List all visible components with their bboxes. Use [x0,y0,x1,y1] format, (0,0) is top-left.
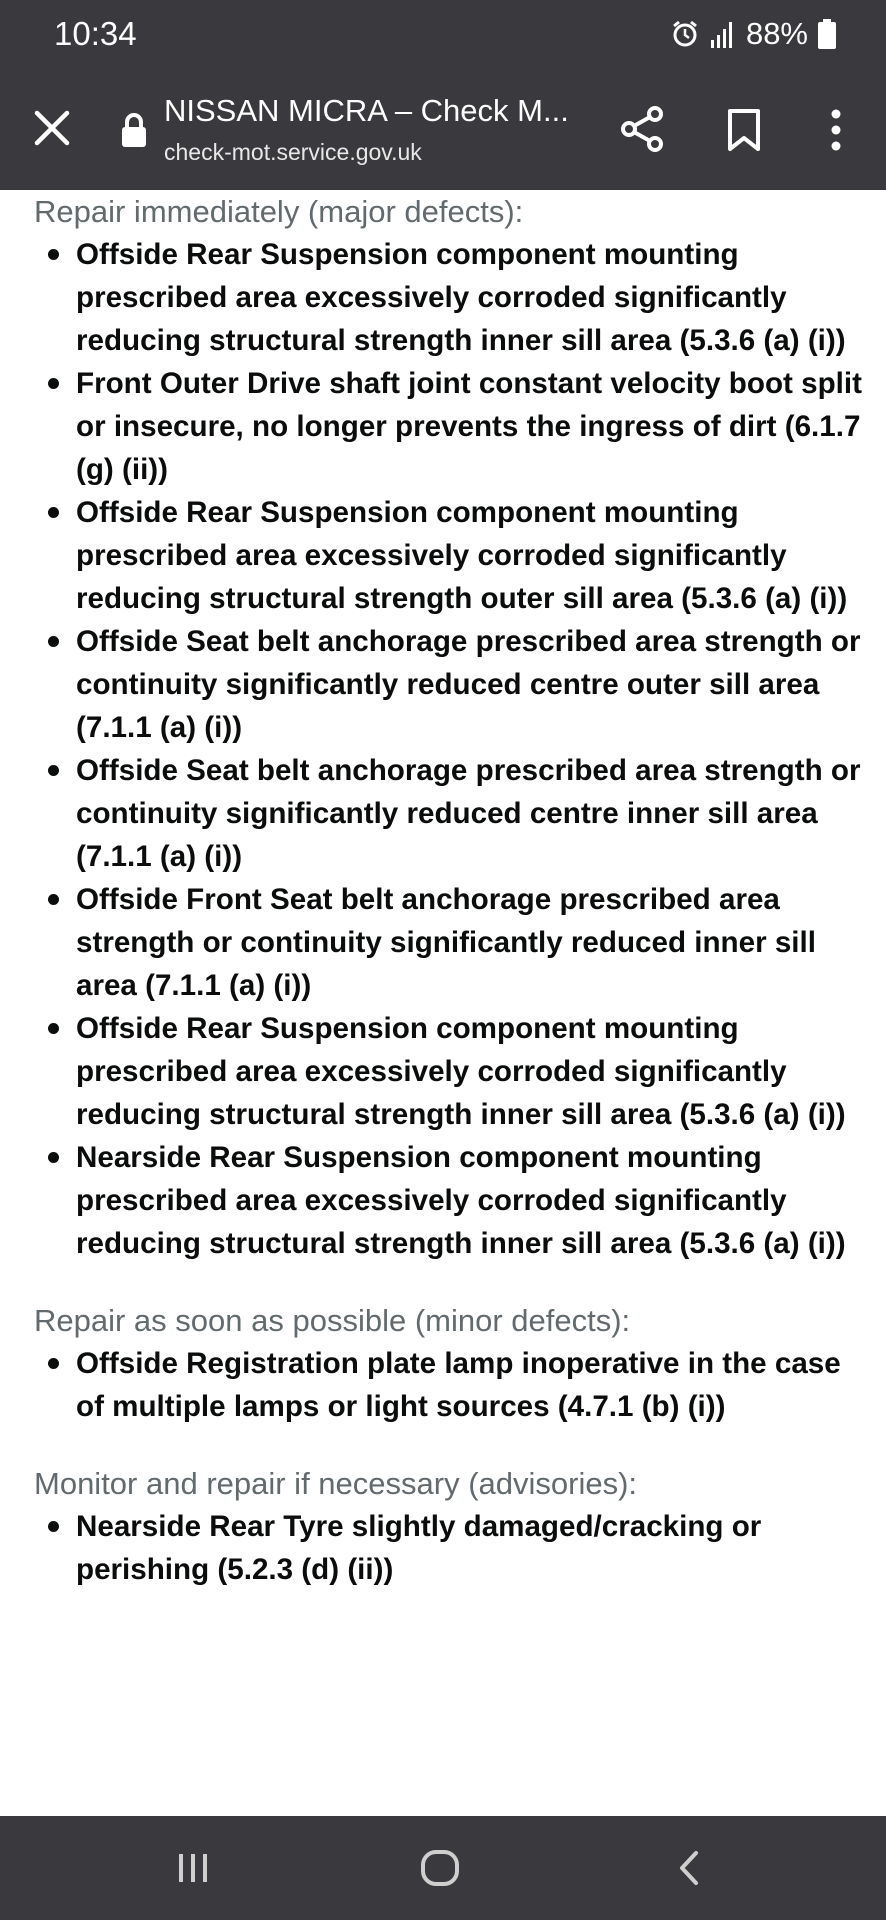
share-icon[interactable] [620,106,664,152]
page-url[interactable]: check-mot.service.gov.uk [164,139,422,165]
mot-defects-content [0,190,886,1816]
section-spacer [0,1265,886,1299]
defect-text: Offside Rear Suspension component mounting prescribed area excessively corroded significantly reducing structural strength inner sill area (5.3.6 (a) (i)) [76,238,846,357]
bullet-icon [48,249,59,260]
defect-text: Offside Seat belt anchorage prescribed area strength or continuity significantly reduced centre inner sill area (7.1.1 (a) (i)) [76,754,861,873]
defect-text: Offside Seat belt anchorage prescribed area strength or continuity significantly reduced centre outer sill area (7.1.1 (a) (i)) [76,625,861,744]
alarm-icon [670,19,700,49]
defect-text: Offside Registration plate lamp inoperative in the case of multiple lamps or light sources (4.7.1 (b) (i)) [76,1347,841,1423]
list-item [34,1342,876,1428]
close-icon[interactable] [32,108,72,148]
major-defects-section [0,190,886,1265]
navigation-bar [0,1816,886,1920]
status-time: 10:34 [54,15,137,52]
list-item [34,491,876,620]
lock-icon[interactable] [120,112,148,148]
list-item [34,749,876,878]
defect-text: Front Outer Drive shaft joint constant velocity boot split or insecure, no longer prevents the ingress of dirt (6.1.7 (g) (ii)) [76,367,862,486]
section-heading: Monitor and repair if necessary (advisories): [34,1466,638,1501]
bullet-icon [48,1023,59,1034]
defect-list [34,233,876,1265]
battery-label: 88% [745,16,808,51]
defect-text: Nearside Rear Suspension component mounting prescribed area excessively corroded significantly reducing structural strength inner sill area (5.3.6 (a) (i)) [76,1141,846,1260]
more-vert-icon[interactable] [828,108,844,152]
home-icon[interactable] [418,1846,462,1890]
battery-icon [818,19,836,49]
section-heading: Repair as soon as possible (minor defects): [34,1303,631,1338]
bullet-icon [48,1358,59,1369]
bullet-icon [48,636,59,647]
section-spacer [0,1428,886,1462]
signal-icon [710,20,736,48]
minor-defects-section [0,1299,886,1428]
advisories-section [0,1462,886,1591]
list-item [34,878,876,1007]
list-item [34,362,876,491]
bullet-icon [48,1152,59,1163]
bullet-icon [48,765,59,776]
bullet-icon [48,378,59,389]
list-item [34,1007,876,1136]
bullet-icon [48,894,59,905]
back-icon[interactable] [674,1846,704,1890]
defect-text: Offside Front Seat belt anchorage prescribed area strength or continuity significantly reduced inner sill area (7.1.1 (a) (i)) [76,883,816,1002]
bullet-icon [48,507,59,518]
defect-list [34,1505,876,1591]
status-icons [670,14,836,54]
list-item [34,620,876,749]
list-item [34,1136,876,1265]
status-bar [0,0,886,70]
defect-list [34,1342,876,1428]
recent-apps-icon[interactable] [176,1846,210,1890]
bullet-icon [48,1521,59,1532]
browser-toolbar [0,70,886,190]
list-item [34,1505,876,1591]
section-heading: Repair immediately (major defects): [34,194,524,229]
defect-text: Offside Rear Suspension component mounting prescribed area excessively corroded significantly reducing structural strength outer sill area (5.3.6 (a) (i)) [76,496,848,615]
page-title[interactable]: NISSAN MICRA – Check M... [164,93,569,128]
bookmark-icon[interactable] [726,108,762,152]
defect-text: Offside Rear Suspension component mounting prescribed area excessively corroded significantly reducing structural strength inner sill area (5.3.6 (a) (i)) [76,1012,846,1131]
list-item [34,233,876,362]
defect-text: Nearside Rear Tyre slightly damaged/cracking or perishing (5.2.3 (d) (ii)) [76,1510,762,1586]
